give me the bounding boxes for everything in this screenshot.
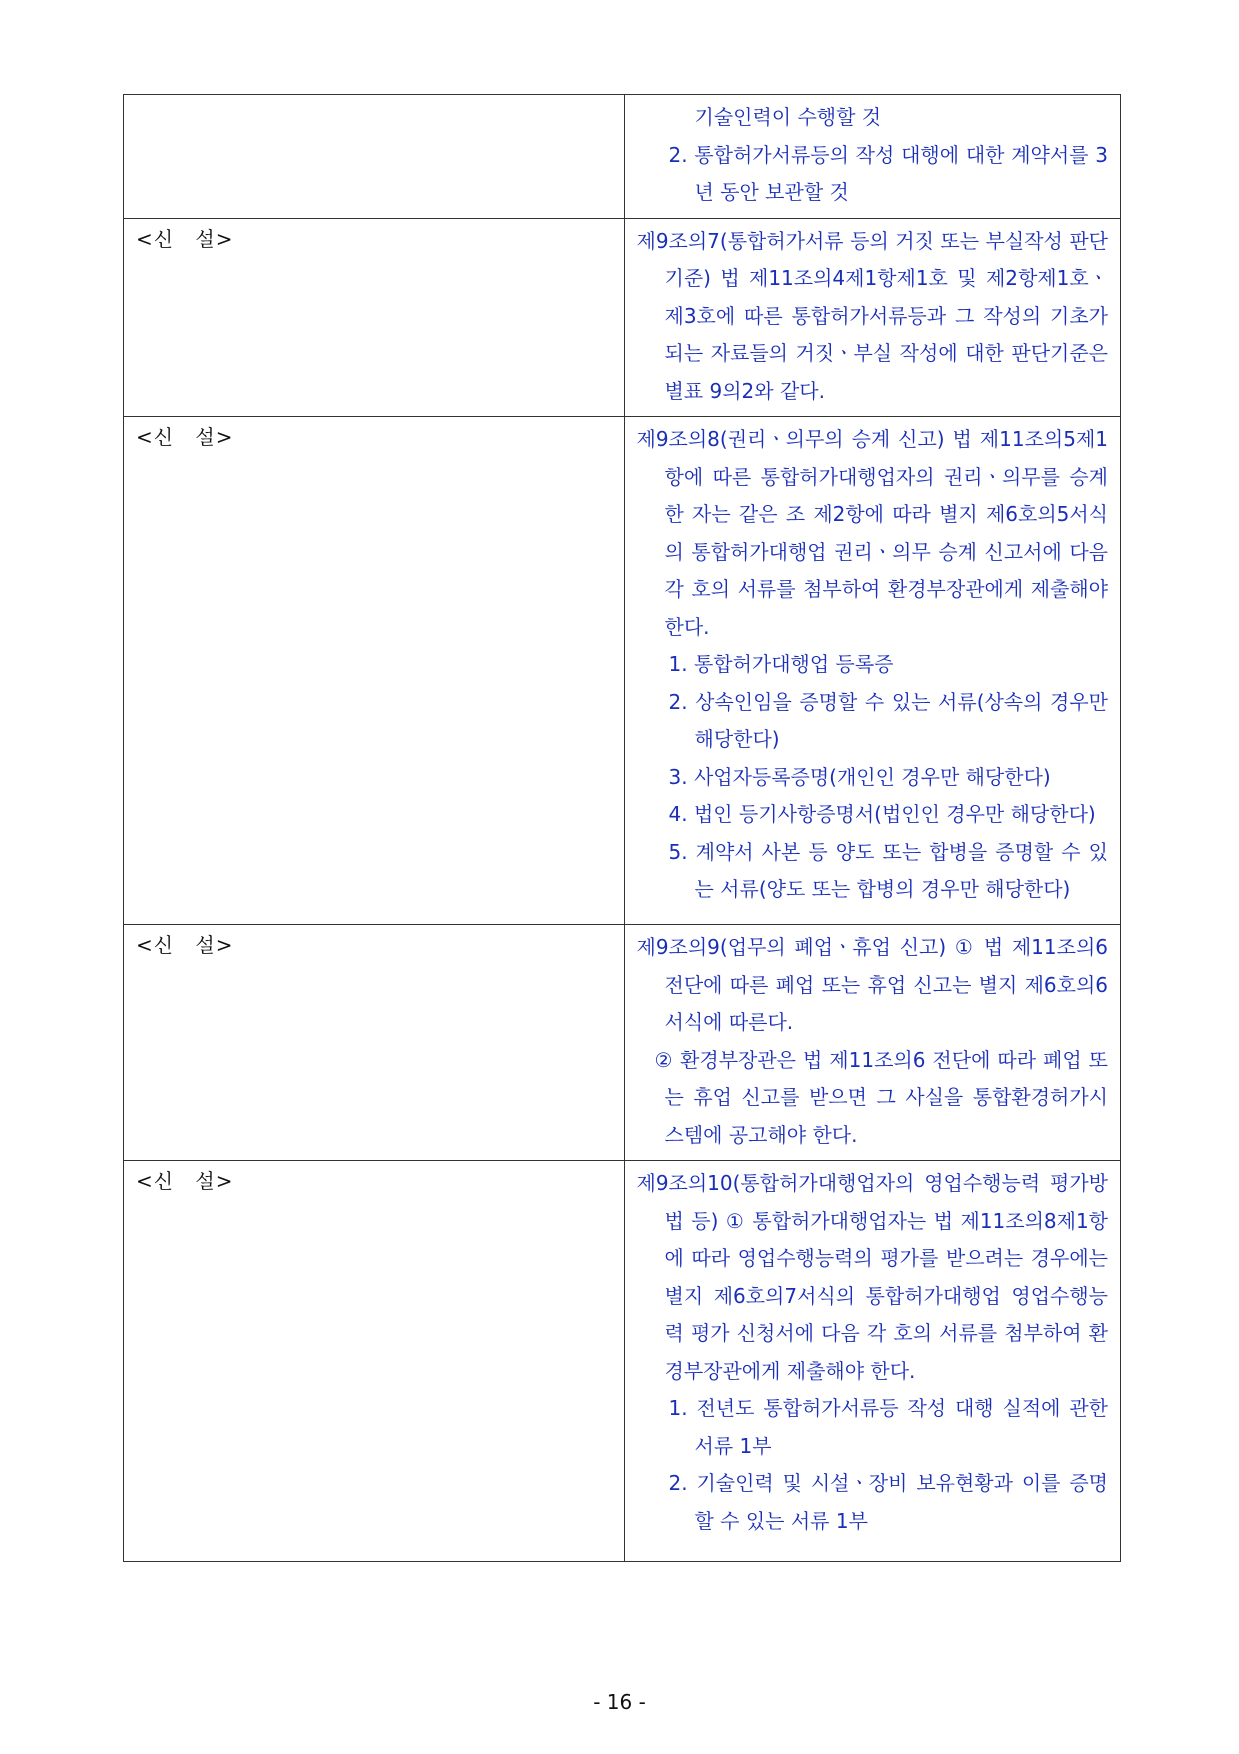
table-row <box>124 925 1121 1161</box>
table-row <box>124 1161 1121 1562</box>
old-provision-cell <box>124 925 625 1161</box>
list-item: 4. 법인 등기사항증명서(법인인 경우만 해당한다) <box>668 802 1096 826</box>
new-provision-label: <신 설> <box>136 226 234 251</box>
new-provision-label: <신 설> <box>136 933 234 957</box>
new-provision-cell <box>624 95 1121 219</box>
comparison-table <box>123 94 1121 1562</box>
article-text: 제9조의10(통합허가대행업자의 영업수행능력 평가방법 등) ① 통합허가대행업자는 법 제11조의8제1항에 따라 영업수행능력의 평가를 받으려는 경우에는 별지 제6호의7서식의 통합허가대행업 영업수행능력 평가 신청서에 다음 각 호의 서류를 첨부하여 환경부장관에게 제출해야 한다. <box>636 1171 1108 1383</box>
new-provision-cell <box>624 218 1121 417</box>
list-item: 3. 사업자등록증명(개인인 경우만 해당한다) <box>668 764 1051 789</box>
list-item: 2. 통합허가서류등의 작성 대행에 대한 계약서를 3년 동안 보관할 것 <box>668 142 1108 204</box>
list-item: 2. 기술인력 및 시설ㆍ장비 보유현황과 이를 증명할 수 있는 서류 1부 <box>668 1471 1108 1533</box>
new-provision-cell <box>624 1161 1121 1562</box>
new-provision-cell <box>624 417 1121 925</box>
paragraph-item: ② 환경부장관은 법 제11조의6 전단에 따라 폐업 또는 휴업 신고를 받으면 그 사실을 통합환경허가시스템에 공고해야 한다. <box>654 1047 1108 1147</box>
article-text: 제9조의7(통합허가서류 등의 거짓 또는 부실작성 판단기준) 법 제11조의4제1항제1호 및 제2항제1호ㆍ제3호에 따른 통합허가서류등과 그 작성의 기초가 되는 자료들의 거짓ㆍ부실 작성에 대한 판단기준은 별표 9의2와 같다. <box>636 228 1108 403</box>
page-number: - 16 - <box>593 1690 646 1714</box>
new-provision-label: <신 설> <box>136 425 234 449</box>
article-text: 제9조의8(권리ㆍ의무의 승계 신고) 법 제11조의5제1항에 따른 통합허가대행업자의 권리ㆍ의무를 승계한 자는 같은 조 제2항에 따라 별지 제6호의5서식의 통합허가대행업 권리ㆍ의무 승계 신고서에 다음 각 호의 서류를 첨부하여 환경부장관에게 제출해야 한다. <box>636 427 1108 639</box>
continued-text: 기술인력이 수행할 것 <box>694 105 882 129</box>
new-provision-cell <box>624 925 1121 1161</box>
list-item: 1. 통합허가대행업 등록증 <box>668 652 894 676</box>
old-provision-cell <box>124 417 625 925</box>
list-item: 5. 계약서 사본 등 양도 또는 합병을 증명할 수 있는 서류(양도 또는 합병의 경우만 해당한다) <box>668 839 1108 901</box>
old-provision-cell <box>124 95 625 219</box>
old-provision-cell <box>124 1161 625 1562</box>
list-item: 2. 상속인임을 증명할 수 있는 서류(상속의 경우만 해당한다) <box>668 689 1108 751</box>
old-provision-cell <box>124 218 625 417</box>
article-text: 제9조의9(업무의 폐업ㆍ휴업 신고) ① 법 제11조의6 전단에 따른 폐업 또는 휴업 신고는 별지 제6호의6서식에 따른다. <box>636 935 1108 1034</box>
table-row <box>124 218 1121 417</box>
new-provision-label: <신 설> <box>136 1169 234 1193</box>
table-row <box>124 417 1121 925</box>
list-item: 1. 전년도 통합허가서류등 작성 대행 실적에 관한 서류 1부 <box>668 1396 1108 1458</box>
table-row <box>124 95 1121 219</box>
